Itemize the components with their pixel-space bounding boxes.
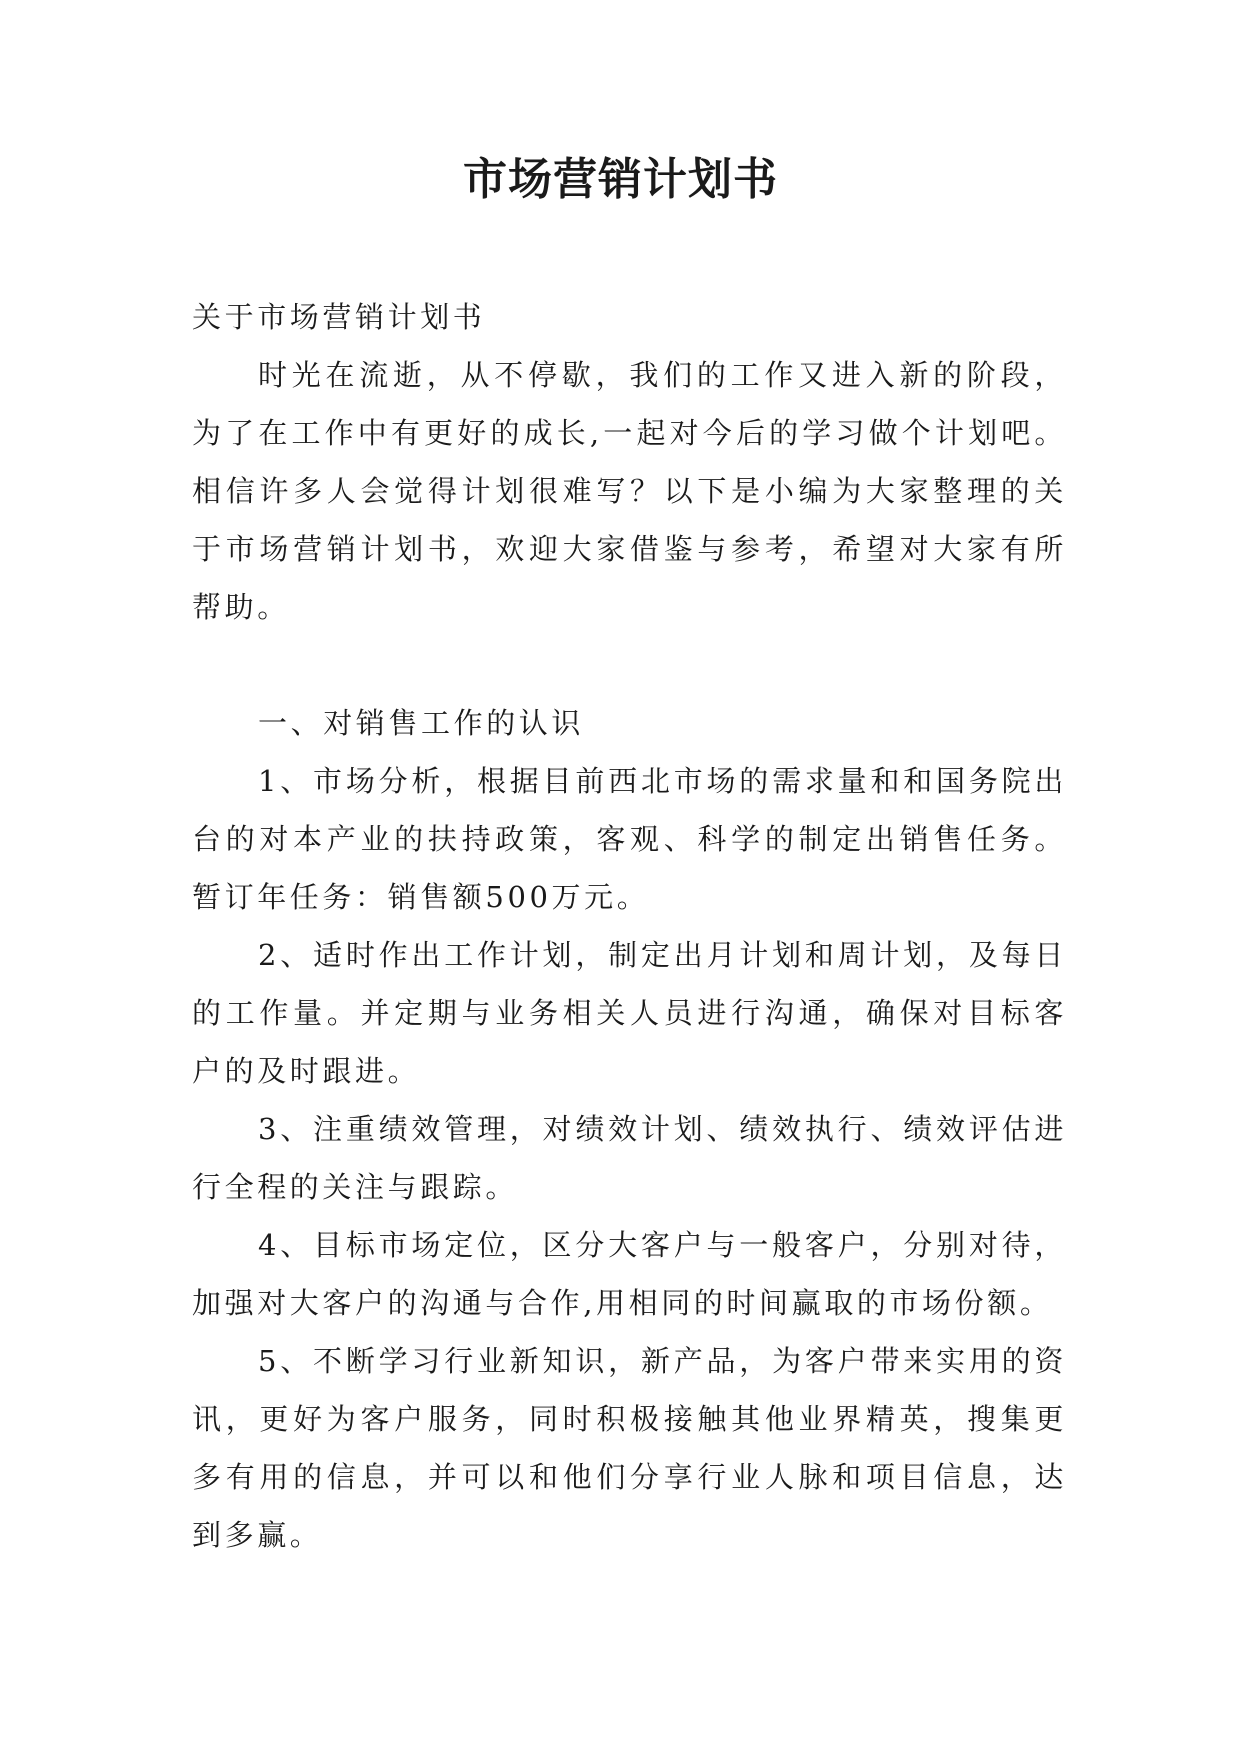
document-body	[192, 288, 1067, 1564]
list-item: 5、不断学习行业新知识，新产品，为客户带来实用的资讯，更好为客户服务，同时积极接触其他业界精英，搜集更多有用的信息，并可以和他们分享行业人脉和项目信息，达到多赢。	[192, 1344, 1067, 1552]
list-item: 2、适时作出工作计划，制定出月计划和周计划，及每日的工作量。并定期与业务相关人员进行沟通，确保对目标客户的及时跟进。	[192, 938, 1067, 1088]
document-title: 市场营销计划书	[463, 154, 778, 205]
list-item: 3、注重绩效管理，对绩效计划、绩效执行、绩效评估进行全程的关注与跟踪。	[192, 1112, 1067, 1204]
document-subtitle: 关于市场营销计划书	[192, 300, 486, 334]
section-heading: 一、对销售工作的认识	[258, 706, 585, 740]
intro-paragraph: 时光在流逝，从不停歇，我们的工作又进入新的阶段，为了在工作中有更好的成长,一起对今后的学习做个计划吧。相信许多人会觉得计划很难写？以下是小编为大家整理的关于市场营销计划书，欢迎大家借鉴与参考，希望对大家有所帮助。	[192, 358, 1067, 624]
paragraph-spacer	[192, 636, 1067, 694]
list-item: 4、目标市场定位，区分大客户与一般客户，分别对待，加强对大客户的沟通与合作,用相同的时间赢取的市场份额。	[192, 1228, 1067, 1320]
list-item: 1、市场分析，根据目前西北市场的需求量和和国务院出台的对本产业的扶持政策，客观、科学的制定出销售任务。暂订年任务：销售额500万元。	[192, 764, 1067, 914]
